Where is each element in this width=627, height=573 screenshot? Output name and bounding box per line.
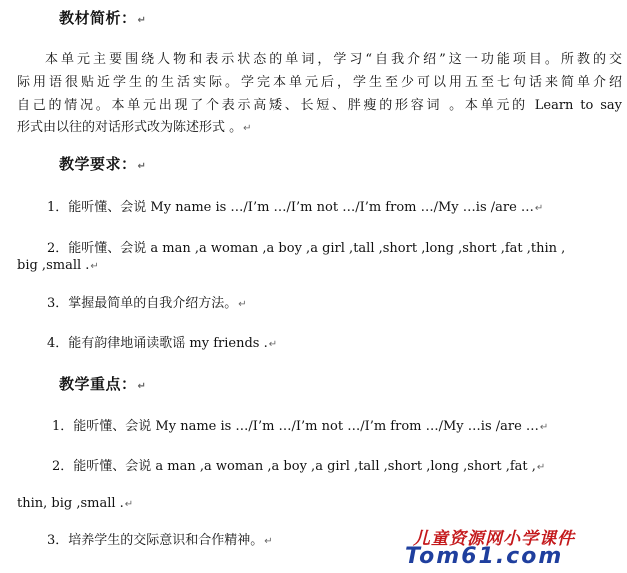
key-point-item bbox=[52, 417, 548, 438]
analysis-heading bbox=[59, 8, 146, 31]
paragraph-mark-icon: ↵ bbox=[268, 339, 278, 350]
watermark-line1: 儿童资源网小学课件 bbox=[413, 529, 575, 549]
key-point-item bbox=[52, 457, 545, 478]
requirement-item-continued bbox=[17, 256, 99, 277]
requirements-heading bbox=[59, 154, 146, 177]
requirements-heading-text: 教学要求： bbox=[59, 155, 137, 173]
key-point-item-text: 3．培养学生的交际意识和合作精神。 bbox=[47, 533, 264, 548]
paragraph-mark-icon: ↵ bbox=[243, 123, 252, 134]
requirement-item bbox=[47, 334, 277, 355]
key-points-heading bbox=[59, 374, 146, 397]
site-watermark-logo bbox=[405, 524, 627, 573]
paragraph-mark-icon: ↵ bbox=[137, 161, 147, 172]
watermark-line2: Tom61.com bbox=[405, 544, 564, 569]
requirement-item: 2．能听懂、会说 a man ,a woman ,a boy ,a girl ,tall ,short ,long ,short ,fat ,thin , bbox=[47, 241, 566, 256]
paragraph-mark-icon: ↵ bbox=[124, 499, 134, 510]
requirement-item bbox=[47, 294, 247, 315]
key-points-heading-text: 教学重点： bbox=[59, 375, 137, 393]
paragraph-mark-icon: ↵ bbox=[264, 536, 273, 547]
paragraph-mark-icon: ↵ bbox=[238, 299, 247, 310]
analysis-paragraph-line: 本单元主要围绕人物和表示状态的单词，学习“自我介绍”这一功能项目。所教的交 bbox=[45, 52, 622, 67]
analysis-paragraph-line: 自己的情况。本单元出现了个表示高矮、长短、胖瘦的形容词 。本单元的 Learn to say bbox=[17, 98, 622, 113]
key-point-item-text: thin, big ,small . bbox=[17, 496, 124, 511]
requirement-item-text: big ,small . bbox=[17, 258, 90, 273]
key-point-item-text: 2．能听懂、会说 a man ,a woman ,a boy ,a girl ,tall ,short ,long ,short ,fat , bbox=[52, 459, 536, 474]
key-point-item bbox=[47, 531, 273, 552]
requirement-item-text: 4．能有韵律地诵读歌谣 my friends . bbox=[47, 336, 268, 351]
paragraph-mark-icon: ↵ bbox=[534, 203, 544, 214]
requirement-item-text: 3．掌握最简单的自我介绍方法。 bbox=[47, 296, 238, 311]
key-point-item-text: 1．能听懂、会说 My name is …/I’m …/I’m not …/I’m from …/My …is /are … bbox=[52, 419, 539, 434]
paragraph-mark-icon: ↵ bbox=[536, 462, 546, 473]
key-point-item-continued bbox=[17, 494, 133, 515]
analysis-heading-text: 教材简析： bbox=[59, 9, 137, 27]
analysis-paragraph-line: 际用语很贴近学生的生活实际。学完本单元后，学生至少可以用五至七句话来简单介绍 bbox=[17, 75, 622, 90]
analysis-paragraph-last-text: 形式由以往的对话形式改为陈述形式 。 bbox=[17, 120, 243, 135]
analysis-paragraph-line-last bbox=[17, 118, 252, 139]
paragraph-mark-icon: ↵ bbox=[137, 15, 147, 26]
requirement-item-text: 1．能听懂、会说 My name is …/I’m …/I’m not …/I’m from …/My …is /are … bbox=[47, 200, 534, 215]
paragraph-mark-icon: ↵ bbox=[90, 261, 99, 272]
paragraph-mark-icon: ↵ bbox=[137, 381, 147, 392]
paragraph-mark-icon: ↵ bbox=[539, 422, 549, 433]
requirement-item bbox=[47, 198, 543, 219]
